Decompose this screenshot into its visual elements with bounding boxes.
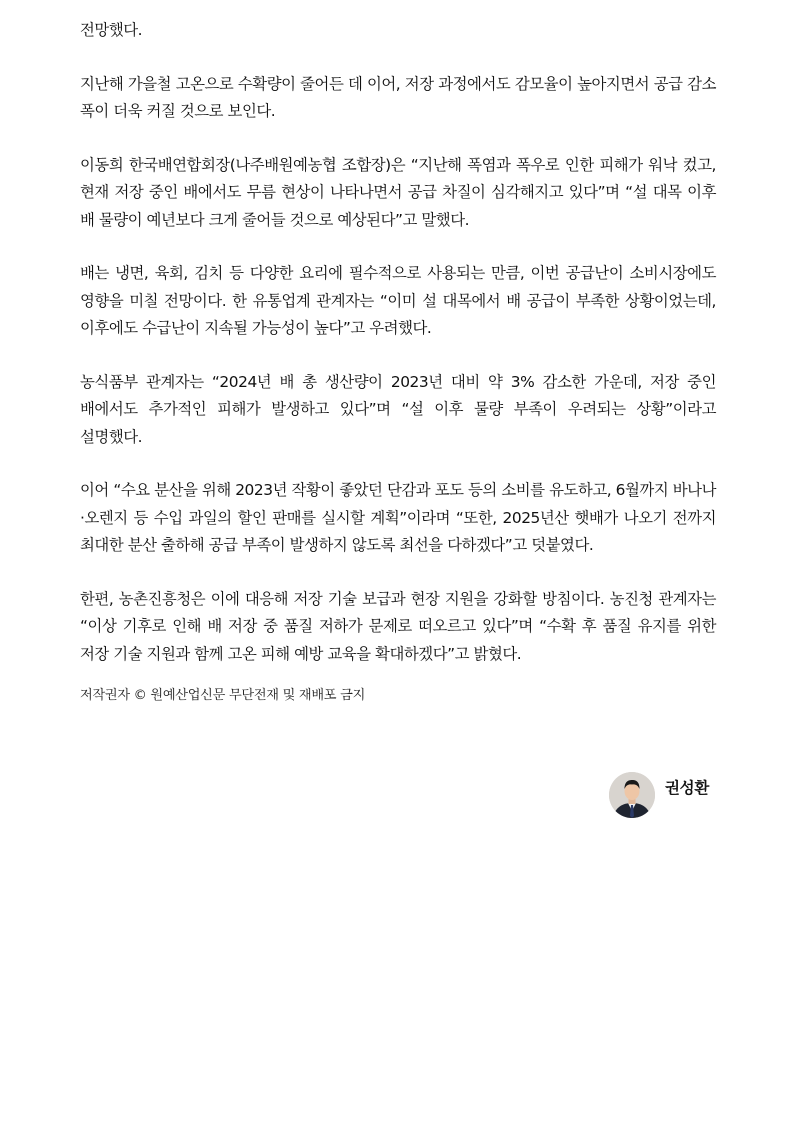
person-photo-icon: [609, 772, 655, 818]
article-paragraph: 이어 “수요 분산을 위해 2023년 작황이 좋았던 단감과 포도 등의 소비를 유도하고, 6월까지 바나나·오렌지 등 수입 과일의 할인 판매를 실시할 계획”이라며 “또한, 2025년산 햇배가 나오기 전까지 최대한 분산 출하해 공급 부족이 발생하지 않도록 최선을 다하겠다”고 덧붙였다.: [80, 481, 716, 554]
article-paragraph: 이동희 한국배연합회장(나주배원예농협 조합장)은 “지난해 폭염과 폭우로 인한 피해가 워낙 컸고, 현재 저장 중인 배에서도 무름 현상이 나타나면서 공급 차질이 심각해지고 있다”며 “설 대목 이후 배 물량이 예년보다 크게 줄어들 것으로 예상된다”고 말했다.: [80, 155, 716, 229]
article-paragraph: 전망했다.: [80, 21, 143, 39]
article-paragraph: 농식품부 관계자는 “2024년 배 총 생산량이 2023년 대비 약 3% 감소한 가운데, 저장 중인 배에서도 추가적인 피해가 발생하고 있다”며 “설 이후 물량 부족이 우려되는 상황”이라고 설명했다.: [80, 372, 716, 446]
author-avatar[interactable]: [609, 772, 655, 818]
author-name[interactable]: 권성환: [665, 779, 710, 797]
article-paragraph: 지난해 가을철 고온으로 수확량이 줄어든 데 이어, 저장 과정에서도 감모율이 높아지면서 공급 감소 폭이 더욱 커질 것으로 보인다.: [80, 74, 716, 120]
article-paragraph: 한편, 농촌진흥청은 이에 대응해 저장 기술 보급과 현장 지원을 강화할 방침이다. 농진청 관계자는 “이상 기후로 인해 배 저장 중 품질 저하가 문제로 떠오르고 있다”며 “수확 후 품질 유지를 위한 저장 기술 지원과 함께 고온 피해 예방 교육을 확대하겠다”고 밝혔다.: [80, 589, 716, 663]
article-body: [80, 17, 716, 706]
author-byline[interactable]: [609, 772, 719, 820]
copyright-notice: 저작권자 © 원예산업신문 무단전재 및 재배포 금지: [80, 688, 366, 703]
article-paragraph: 배는 냉면, 육회, 김치 등 다양한 요리에 필수적으로 사용되는 만큼, 이번 공급난이 소비시장에도 영향을 미칠 전망이다. 한 유통업계 관계자는 “이미 설 대목에서 배 공급이 부족한 상황이었는데, 이후에도 수급난이 지속될 가능성이 높다”고 우려했다.: [80, 264, 716, 337]
